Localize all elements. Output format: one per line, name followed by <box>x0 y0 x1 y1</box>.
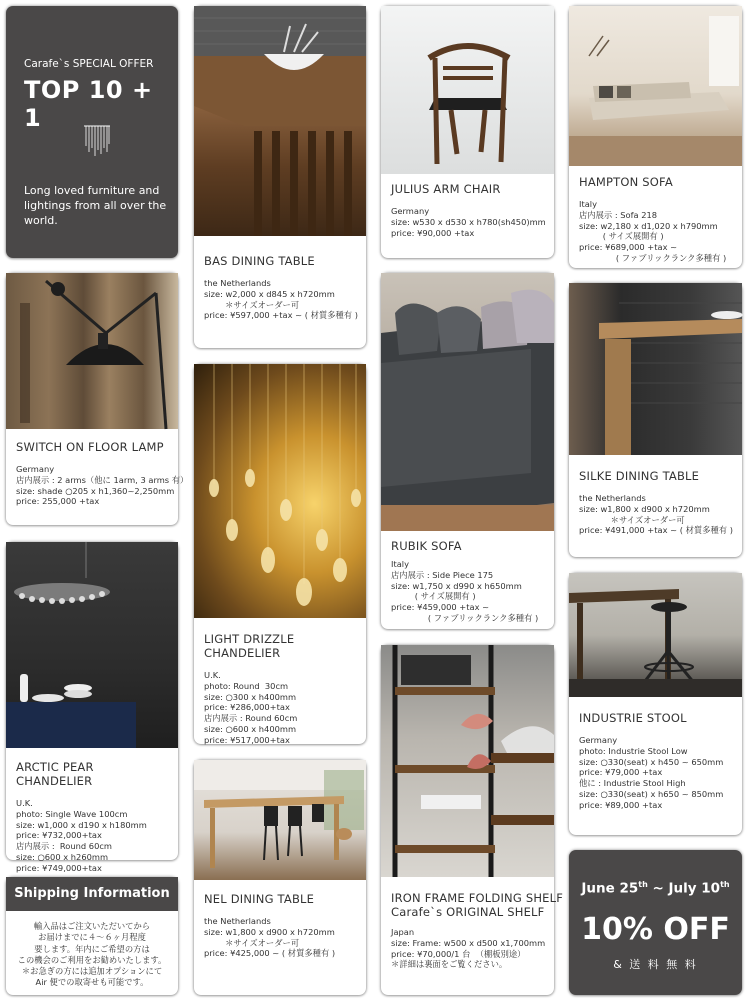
product-photo <box>194 760 366 880</box>
product-card-arctic-pear[interactable] <box>6 542 178 873</box>
product-details: Germany 店内展示 : 2 arms（他に 1arm, 3 arms 有） size: shade ○205 x h1,360~2,250mm price: 255,000 +tax <box>16 464 189 507</box>
product-photo <box>381 273 554 531</box>
product-title: SWITCH ON FLOOR LAMP <box>16 440 164 454</box>
product-details: the Netherlands size: w2,000 x d845 x h720mm ＊サイズオーダー可 price: ¥597,000 +tax ~ ( 材質多種有 ) <box>204 278 358 321</box>
product-photo <box>569 283 742 455</box>
sale-end: July 10 <box>668 880 721 897</box>
product-details: Italy 店内展示 : Side Piece 175 size: w1,750 x d990 x h650mm ( サイズ展開有 ) price: ¥459,000 +tax ~ ( ファブリックランク多種有 ) <box>391 559 539 623</box>
product-photo <box>194 6 366 236</box>
product-card-switch-lamp[interactable] <box>6 273 189 525</box>
product-card-light-drizzle[interactable] <box>194 364 366 744</box>
shipping-text: 輸入品はご注文いただいてから お届けまでに４～６ヶ月程度 要します。年内にご希望の方は この機会のご利用をお勧めいたします。 ＊お急ぎの方には追加オプションにて Air 便での取寄せも可能です。 <box>17 921 167 988</box>
product-title: JULIUS ARM CHAIR <box>391 182 501 196</box>
product-card-rubik-sofa[interactable] <box>381 273 554 629</box>
offer-description: Long loved furniture and lightings from all over the world. <box>24 184 167 227</box>
product-title: LIGHT DRIZZLE CHANDELIER <box>204 632 295 660</box>
product-title: BAS DINING TABLE <box>204 254 315 268</box>
product-card-silke-table[interactable] <box>569 283 742 557</box>
product-photo <box>381 645 554 877</box>
sale-discount: 10% OFF <box>581 912 730 947</box>
product-title: NEL DINING TABLE <box>204 892 315 906</box>
special-offer-card <box>6 6 178 258</box>
product-details: the Netherlands size: w1,800 x d900 x h720mm ＊サイズオーダー可 price: ¥425,000 ~ ( 材質多種有 ) <box>204 916 336 959</box>
shipping-title: Shipping Information <box>6 877 178 911</box>
product-title: IRON FRAME FOLDING SHELF Carafe`s ORIGINAL SHELF <box>391 891 564 919</box>
product-title: INDUSTRIE STOOL <box>579 711 687 725</box>
product-title: ARCTIC PEAR CHANDELIER <box>16 760 94 788</box>
product-title: SILKE DINING TABLE <box>579 469 700 483</box>
product-card-hampton-sofa[interactable] <box>569 6 742 268</box>
product-title: RUBIK SOFA <box>391 539 462 553</box>
product-details: U.K. photo: Round 30cm size: ○300 x h400mm price: ¥286,000+tax 店内展示 : Round 60cm size: ○600 x h400mm price: ¥517,000+tax <box>204 670 298 745</box>
product-photo <box>381 6 554 174</box>
product-details: Germany photo: Industrie Stool Low size: ○330(seat) x h450 ~ 650mm price: ¥79,000 +tax 他に : Industrie Stool High size: ○330(seat) x h650 ~ 850mm price: ¥89,000 +tax <box>579 735 724 810</box>
product-details: Japan size: Frame: w500 x d500 x1,700mm price: ¥70,000/1 台 （棚板別途） ＊詳細は裏面をご覧ください。 <box>391 927 546 970</box>
sale-card <box>569 850 742 995</box>
product-title: HAMPTON SOFA <box>579 175 673 189</box>
product-card-industrie-stool[interactable] <box>569 573 742 835</box>
product-details: Germany size: w530 x d530 x h780(sh450)mm price: ¥90,000 +tax <box>391 206 546 238</box>
product-card-nel-table[interactable] <box>194 760 366 995</box>
sale-free-shipping: & 送 料 無 料 <box>613 958 698 971</box>
product-photo <box>569 6 742 166</box>
product-photo <box>194 364 366 618</box>
product-card-julius-chair[interactable] <box>381 6 554 258</box>
product-photo <box>569 573 742 697</box>
shipping-info-card <box>6 877 178 995</box>
product-photo <box>6 542 178 748</box>
chandelier-icon <box>82 124 112 160</box>
sale-dates: June 25th ~ July 10th <box>581 880 730 897</box>
offer-title: TOP 10 + 1 <box>24 76 153 132</box>
product-photo <box>6 273 178 429</box>
offer-subtitle: Carafe`s SPECIAL OFFER <box>24 58 154 70</box>
product-card-iron-shelf[interactable] <box>381 645 564 995</box>
product-card-bas-table[interactable] <box>194 6 366 348</box>
product-details: the Netherlands size: w1,800 x d900 x h720mm ＊サイズオーダー可 price: ¥491,000 +tax ~ ( 材質多種有 ) <box>579 493 733 536</box>
sale-start: June 25 <box>581 880 639 897</box>
product-details: U.K. photo: Single Wave 100cm size: w1,000 x d190 x h180mm price: ¥732,000+tax 店内展示 : Round 60cm size: ○600 x h260mm price: ¥749,000+tax <box>16 798 147 873</box>
product-details: Italy 店内展示 : Sofa 218 size: w2,180 x d1,020 x h790mm ( サイズ展開有 ) price: ¥689,000 +tax ~ ( ファブリックランク多種有 ) <box>579 199 727 263</box>
